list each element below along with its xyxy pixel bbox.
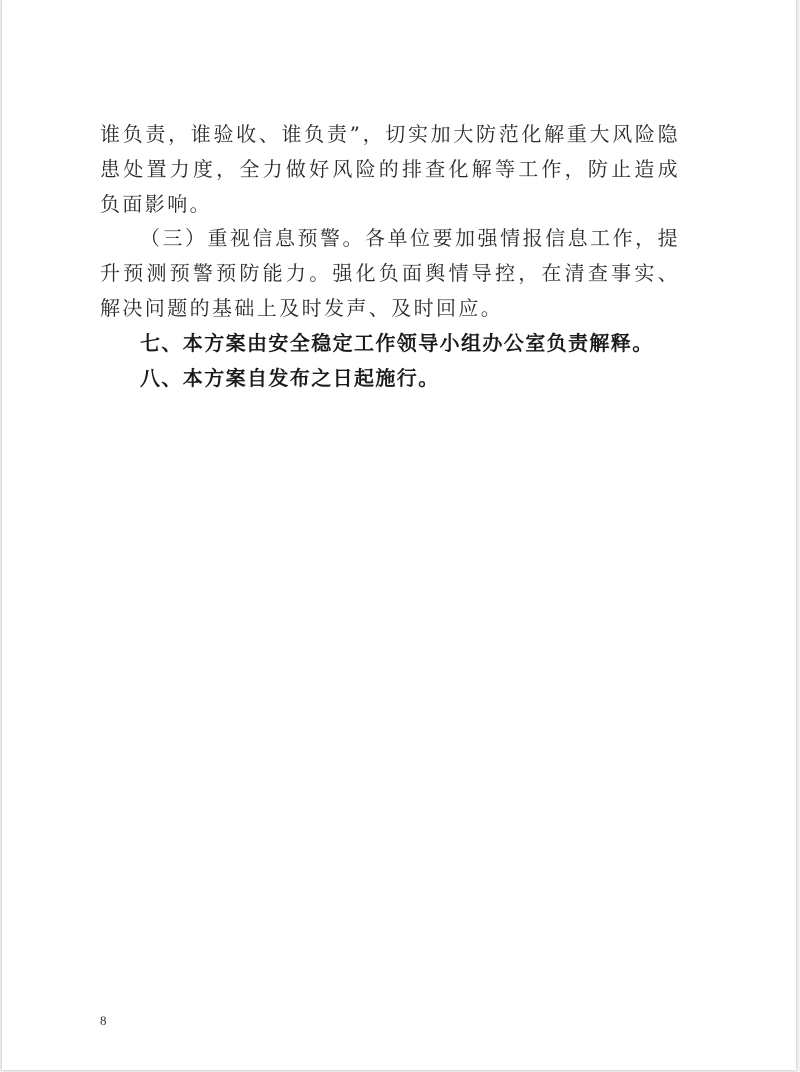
- paragraph-information-warning: （三）重视信息预警。各单位要加强情报信息工作，提升预测预警预防能力。强化负面舆情导控，在清查事实、解决问题的基础上及时发声、及时回应。: [100, 226, 680, 320]
- document-page: [2, 0, 796, 1070]
- page-number: 8: [100, 1013, 107, 1028]
- article-eight: 八、本方案自发布之日起施行。: [140, 365, 440, 390]
- document-body: [100, 117, 680, 395]
- article-seven: 七、本方案由安全稳定工作领导小组办公室负责解释。: [140, 330, 654, 355]
- paragraph-continuation: 谁负责，谁验收、谁负责”，切实加大防范化解重大风险隐患处置力度，全力做好风险的排查化解等工作，防止造成负面影响。: [100, 122, 680, 216]
